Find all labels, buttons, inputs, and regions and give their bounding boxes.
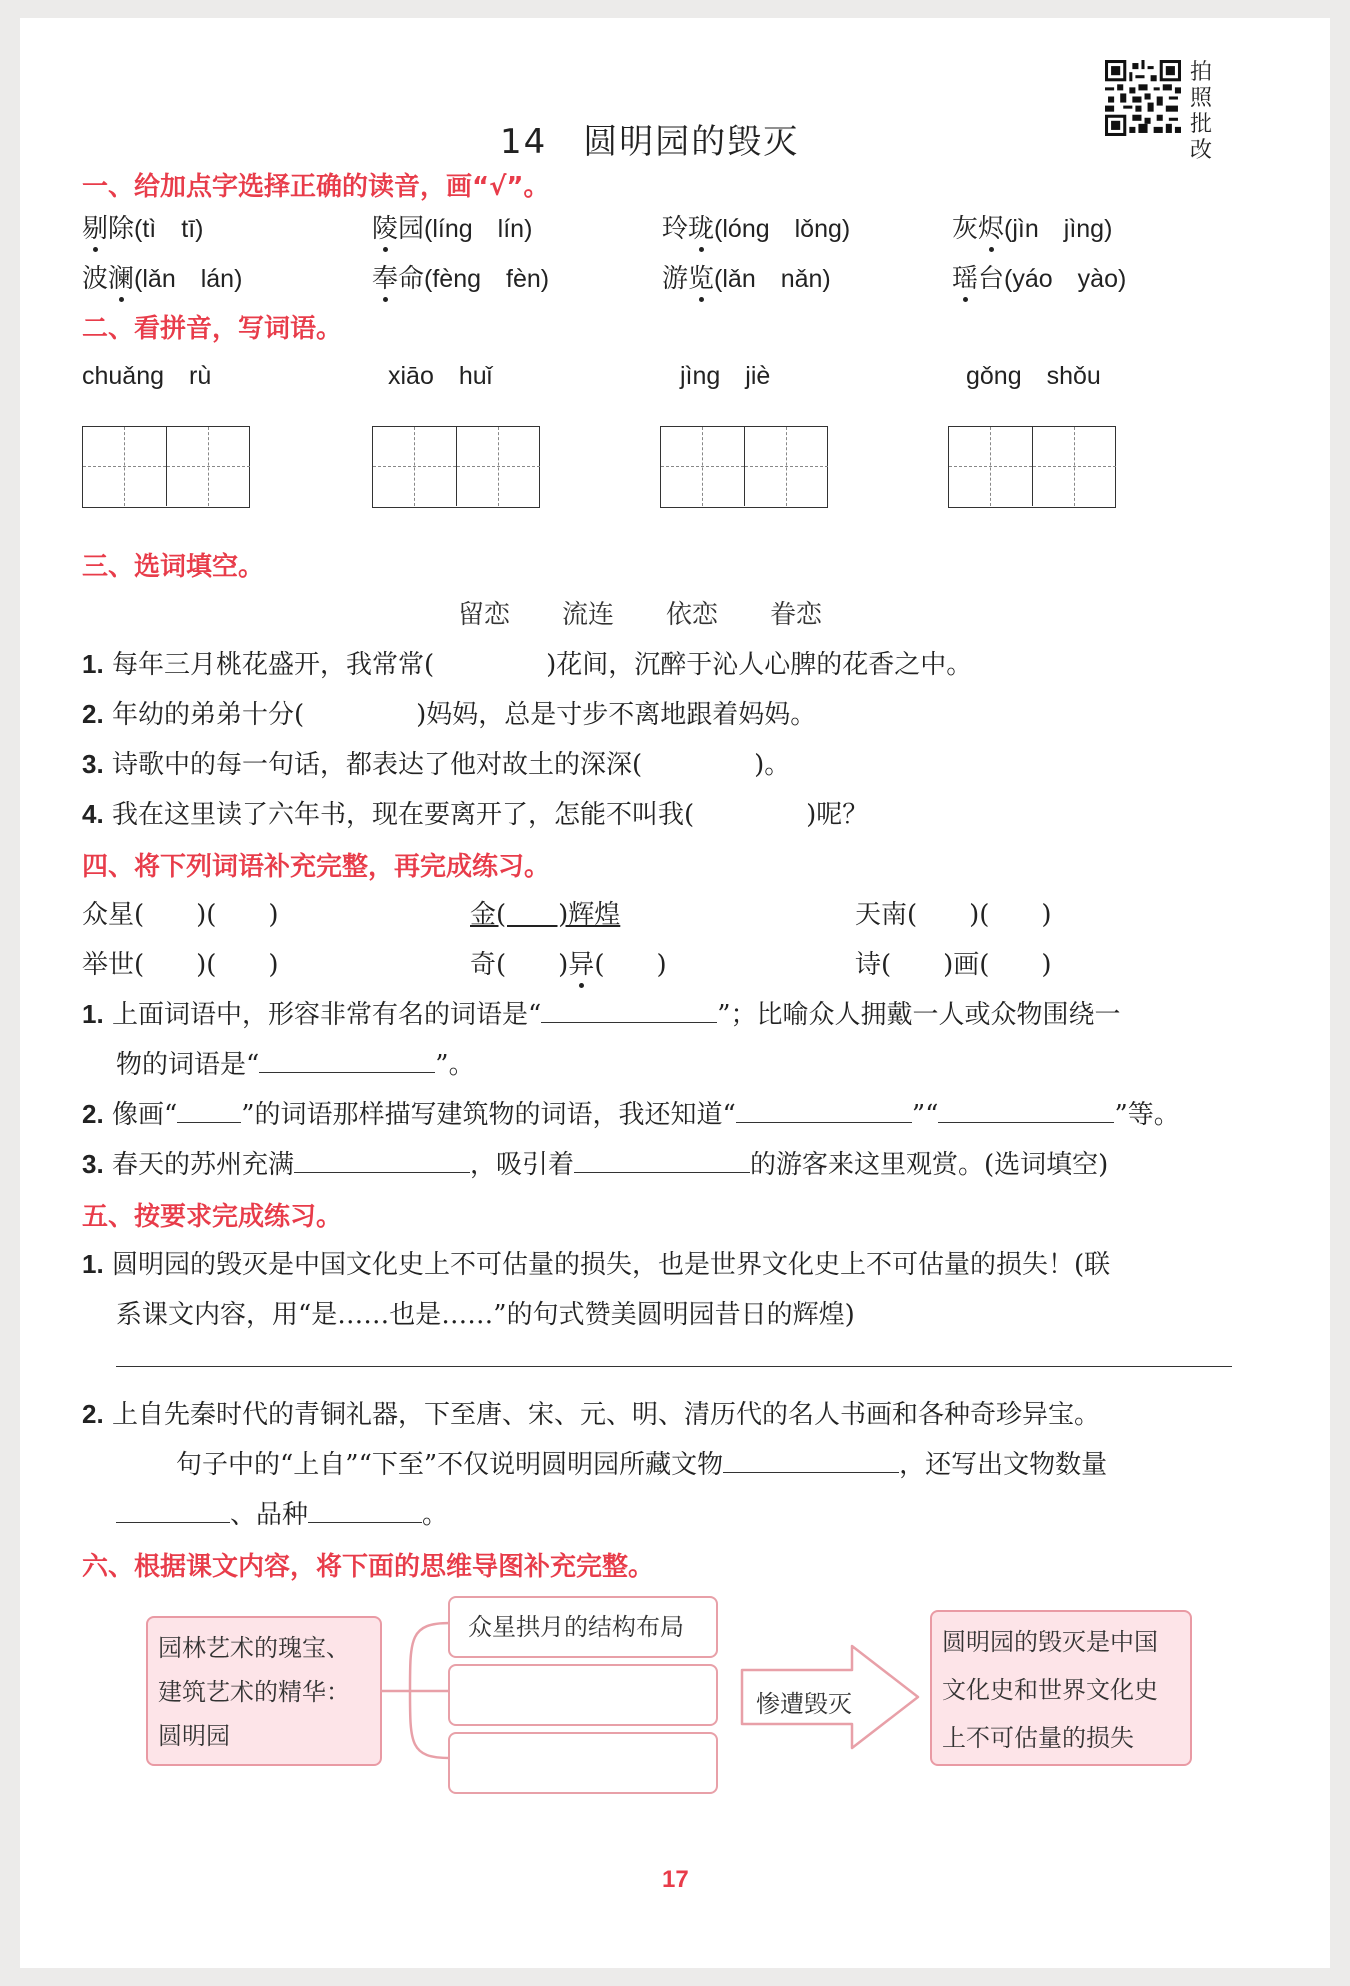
pinyin-item: 奉命(fèng fèn) xyxy=(372,258,549,295)
mindmap-text: 文化史和世界文化史 xyxy=(942,1676,1158,1704)
pinyin-item: 陵园(líng lín) xyxy=(372,208,532,245)
mindmap-text: 圆明园 xyxy=(158,1722,230,1750)
question-line: 3. 春天的苏州充满 ，吸引着 的游客来这里观赏。(选词填空) xyxy=(82,1149,1109,1180)
question-line: 系课文内容，用“是……也是……”的句式赞美圆明园昔日的辉煌) xyxy=(116,1300,855,1330)
worksheet-page xyxy=(20,18,1330,1968)
question-line: 2. 上自先秦时代的青铜礼器，下至唐、宋、元、明、清历代的名人书画和各种奇珍异宝。 xyxy=(82,1399,1100,1430)
mindmap-blank-box[interactable] xyxy=(448,1664,718,1726)
question-line: 1. 上面词语中，形容非常有名的词语是“ ”；比喻众人拥戴一人或众物围绕一 xyxy=(82,999,1121,1030)
mindmap-text: 建筑艺术的精华： xyxy=(158,1678,350,1706)
mindmap-branch-box: 众星拱月的结构布局 xyxy=(448,1596,718,1658)
writing-grid[interactable] xyxy=(82,426,250,508)
section2-heading: 二、看拼音，写词语。 xyxy=(82,314,343,344)
pinyin-item: 剔除(tì tī) xyxy=(82,208,203,245)
mindmap-result-box xyxy=(930,1610,1192,1766)
word-bank: 留恋 流连 依恋 眷恋 xyxy=(458,600,823,630)
question-line: 2. 年幼的弟弟十分( )妈妈，总是寸步不离地跟着妈妈。 xyxy=(82,699,817,730)
idiom-blank: 众星( )( ) xyxy=(82,900,279,930)
idiom-blank: 诗( )画( ) xyxy=(855,950,1052,980)
page-number: 17 xyxy=(662,1866,689,1893)
question-line: 1. 圆明园的毁灭是中国文化史上不可估量的损失，也是世界文化史上不可估量的损失！(联 xyxy=(82,1249,1111,1280)
pinyin-item: 灰烬(jìn jìng) xyxy=(952,208,1112,245)
idiom-blank: 天南( )( ) xyxy=(855,900,1052,930)
pinyin-item: 波澜(lǎn lán) xyxy=(82,258,242,295)
mindmap-arrow-label: 惨遭毁灭 xyxy=(756,1690,852,1718)
idiom-blank: 奇( )异( ) xyxy=(470,944,667,981)
section4-heading: 四、将下列词语补充完整，再完成练习。 xyxy=(82,852,551,882)
answer-line[interactable] xyxy=(116,1366,1232,1367)
pinyin-item: 游览(lǎn nǎn) xyxy=(662,258,831,295)
section1-heading: 一、给加点字选择正确的读音，画“√”。 xyxy=(82,172,550,202)
writing-grid[interactable] xyxy=(372,426,540,508)
mindmap-text: 圆明园的毁灭是中国 xyxy=(942,1628,1158,1656)
idiom-blank: 金( )辉煌 xyxy=(470,900,621,930)
section5-heading: 五、按要求完成练习。 xyxy=(82,1202,343,1232)
qr-code-icon xyxy=(1105,60,1181,136)
pinyin-prompt: xiāo huǐ xyxy=(388,362,493,390)
mindmap-blank-box[interactable] xyxy=(448,1732,718,1794)
mindmap-root-box xyxy=(146,1616,382,1766)
question-line: 3. 诗歌中的每一句话，都表达了他对故土的深深( )。 xyxy=(82,749,791,780)
writing-grid[interactable] xyxy=(660,426,828,508)
page-title: 14 圆明园的毁灭 xyxy=(500,122,800,162)
question-line: 2. 像画“ ”的词语那样描写建筑物的词语，我还知道“ ”“ ”等。 xyxy=(82,1099,1180,1130)
question-line: 1. 每年三月桃花盛开，我常常( )花间，沉醉于沁人心脾的花香之中。 xyxy=(82,649,973,680)
question-line: 、品种 。 xyxy=(116,1494,448,1531)
section3-heading: 三、选词填空。 xyxy=(82,552,265,582)
mindmap-brace xyxy=(380,1598,450,1788)
qr-label: 拍照批改 xyxy=(1190,60,1213,163)
pinyin-prompt: gǒng shǒu xyxy=(966,362,1101,390)
section6-heading: 六、根据课文内容，将下面的思维导图补充完整。 xyxy=(82,1552,655,1582)
pinyin-item: 玲珑(lóng lǒng) xyxy=(662,208,850,245)
pinyin-prompt: chuǎng rù xyxy=(82,362,212,390)
question-line: 物的词语是“ ”。 xyxy=(116,1050,475,1080)
question-line: 4. 我在这里读了六年书，现在要离开了，怎能不叫我( )呢？ xyxy=(82,799,869,830)
pinyin-prompt: jìng jiè xyxy=(680,362,771,390)
mindmap-text: 园林艺术的瑰宝、 xyxy=(158,1634,350,1662)
pinyin-item: 瑶台(yáo yào) xyxy=(952,258,1126,295)
question-line: 句子中的“上自”“下至”不仅说明圆明园所藏文物 ，还写出文物数量 xyxy=(176,1450,1108,1480)
mindmap-text: 上不可估量的损失 xyxy=(942,1724,1134,1752)
writing-grid[interactable] xyxy=(948,426,1116,508)
idiom-blank: 举世( )( ) xyxy=(82,950,279,980)
